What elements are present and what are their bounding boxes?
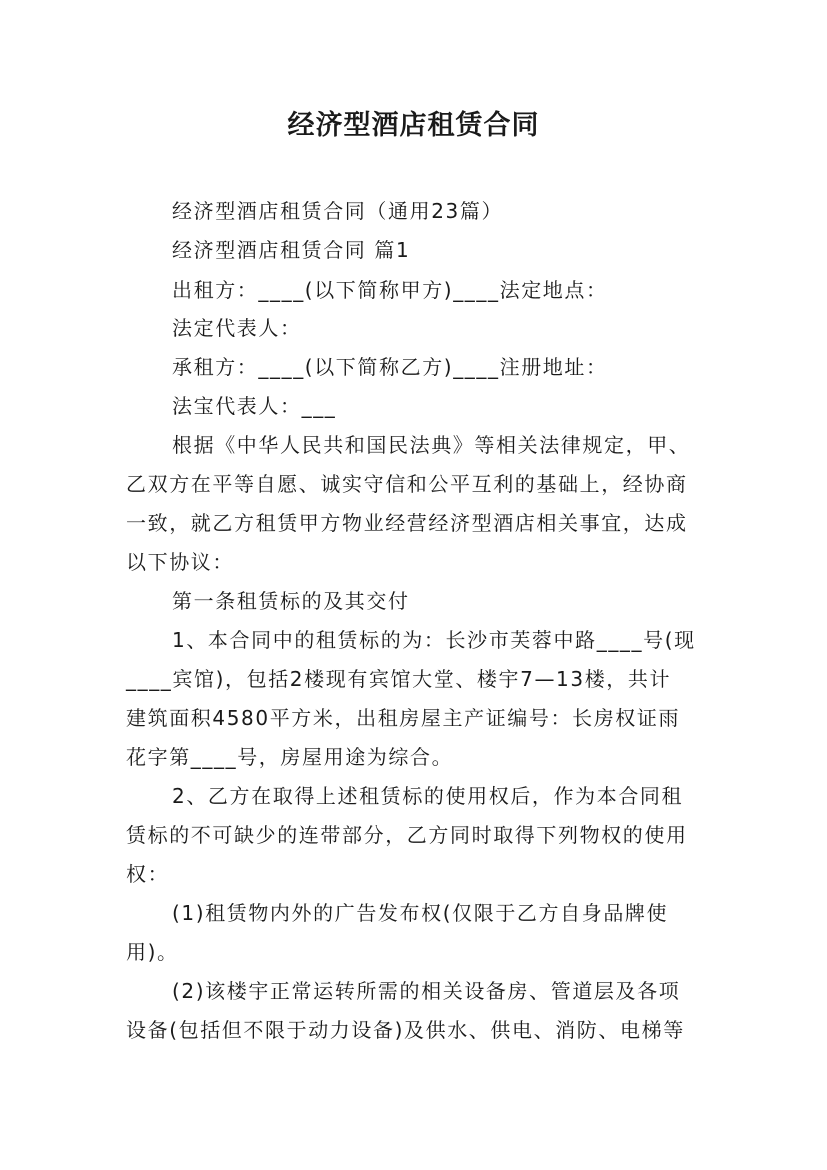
paragraph-line: 赁标的不可缺少的连带部分，乙方同时取得下列物权的使用 [126, 823, 688, 847]
paragraph-line: 一致，就乙方租赁甲方物业经营经济型酒店相关事宜，达成 [126, 511, 688, 535]
paragraph-line: 出租方：____(以下简称甲方)____法定地点： [172, 278, 608, 302]
paragraph-line: 法宝代表人：___ [172, 394, 337, 418]
paragraph-line: 用)。 [126, 940, 179, 964]
paragraph-line: ____宾馆)，包括2楼现有宾馆大堂、楼宇7—13楼，共计 [126, 667, 672, 691]
paragraph-line: (2)该楼宇正常运转所需的相关设备房、管道层及各项 [172, 979, 681, 1003]
section-heading: 第一条租赁标的及其交付 [172, 589, 410, 613]
paragraph-line: 权： [126, 862, 170, 886]
paragraph-line: 花字第____号，房屋用途为综合。 [126, 745, 454, 769]
paragraph-line: 法定代表人： [172, 316, 302, 340]
paragraph-line: 承租方：____(以下简称乙方)____注册地址： [172, 355, 608, 379]
paragraph-line: 2、乙方在取得上述租赁标的使用权后，作为本合同租 [172, 784, 684, 808]
paragraph-line: (1)租赁物内外的广告发布权(仅限于乙方自身品牌使 [172, 901, 669, 925]
paragraph-line: 以下协议： [126, 550, 234, 574]
paragraph-line: 1、本合同中的租赁标的为：长沙市芙蓉中路____号(现 [172, 628, 696, 652]
paragraph-line: 经济型酒店租赁合同（通用23篇） [172, 199, 504, 223]
paragraph-line: 建筑面积4580平方米，出租房屋主产证编号：长房权证雨 [126, 706, 681, 730]
paragraph-line: 根据《中华人民共和国民法典》等相关法律规定，甲、 [172, 433, 691, 457]
document-title: 经济型酒店租赁合同 [287, 110, 540, 141]
paragraph-line: 乙双方在平等自愿、诚实守信和公平互利的基础上，经协商 [126, 472, 688, 496]
paragraph-line: 设备(包括但不限于动力设备)及供水、供电、消防、电梯等 [126, 1018, 685, 1042]
paragraph-line: 经济型酒店租赁合同 篇1 [172, 238, 411, 262]
